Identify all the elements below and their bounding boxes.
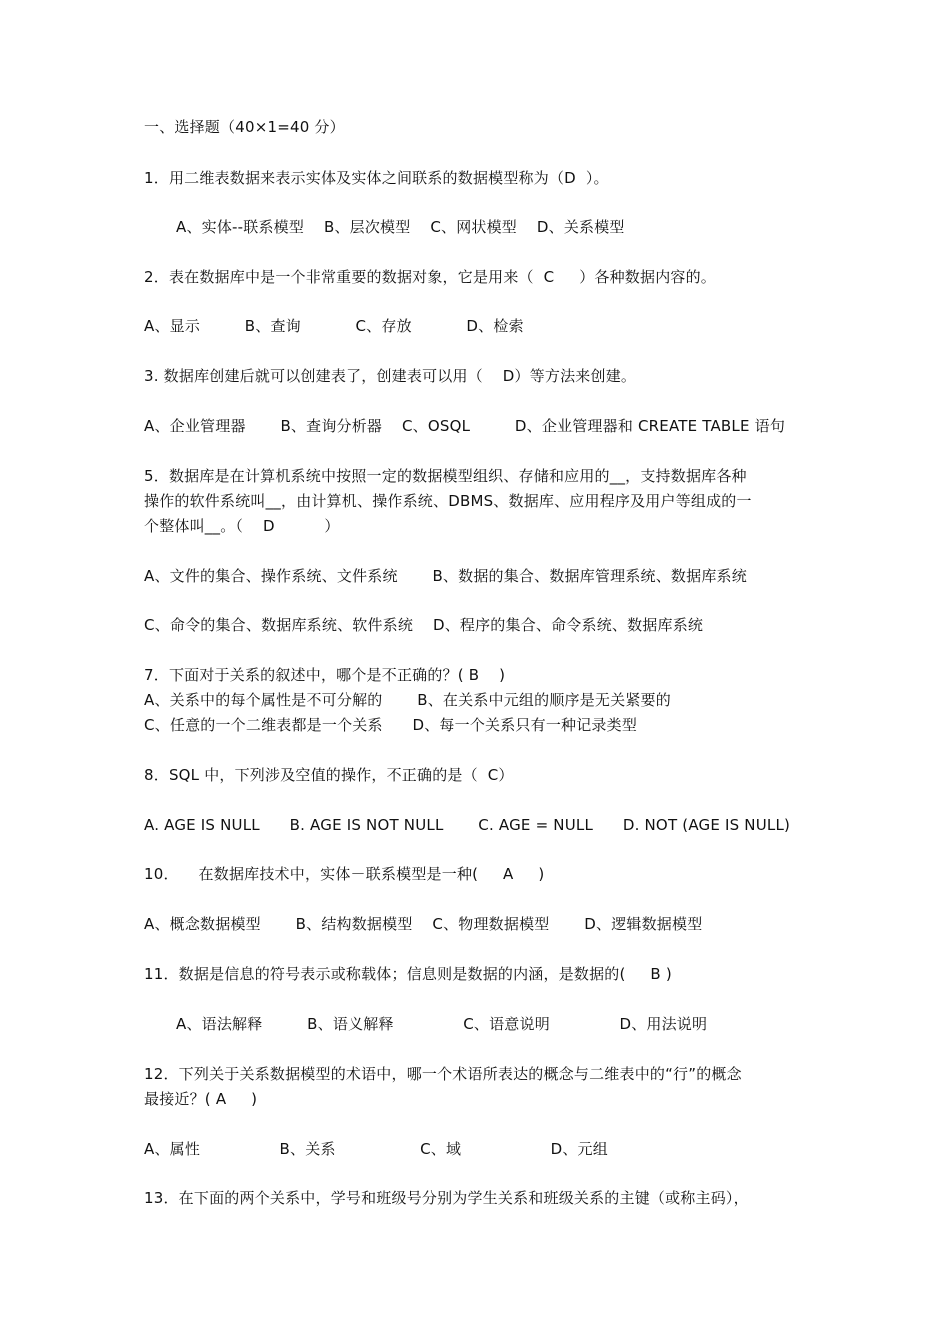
question-3: 3. 数据库创建后就可以创建表了，创建表可以用（ D）等方法来创建。 [144, 367, 637, 385]
section-title: 一、选择题（40×1=40 分） [144, 118, 345, 136]
question-8: 8．SQL 中，下列涉及空值的操作，不正确的是（ C） [144, 766, 514, 784]
question-1: 1．用二维表数据来表示实体及实体之间联系的数据模型称为（D ）。 [144, 169, 609, 187]
question-11: 11．数据是信息的符号表示或称载体；信息则是数据的内涵，是数据的( B ) [144, 965, 672, 983]
question-5-options-ab: A、文件的集合、操作系统、文件系统 B、数据的集合、数据库管理系统、数据库系统 [144, 567, 747, 585]
question-10-options: A、概念数据模型 B、结构数据模型 C、物理数据模型 D、逻辑数据模型 [144, 915, 703, 933]
question-8-options: A. AGE IS NULL B. AGE IS NOT NULL C. AGE = NULL D. NOT (AGE IS NULL) [144, 816, 791, 834]
question-12-options: A、属性 B、关系 C、域 D、元组 [144, 1140, 608, 1158]
question-7-options-cd: C、任意的一个二维表都是一个关系 D、每一个关系只有一种记录类型 [144, 716, 638, 734]
question-3-options: A、企业管理器 B、查询分析器 C、OSQL D、企业管理器和 CREATE TABLE 语句 [144, 417, 786, 435]
question-5-line-3: 个整体叫__。（ D ） [144, 517, 340, 535]
question-5-line-2: 操作的软件系统叫__，由计算机、操作系统、DBMS、数据库、应用程序及用户等组成的一 [144, 492, 752, 510]
question-2: 2．表在数据库中是一个非常重要的数据对象，它是用来（ C ）各种数据内容的。 [144, 268, 716, 286]
question-11-options: A、语法解释 B、语义解释 C、语意说明 D、用法说明 [176, 1015, 708, 1033]
question-10: 10． 在数据库技术中，实体－联系模型是一种( A ) [144, 865, 545, 883]
question-7-options-ab: A、关系中的每个属性是不可分解的 B、在关系中元组的顺序是无关紧要的 [144, 691, 671, 709]
question-12-line-1: 12．下列关于关系数据模型的术语中，哪一个术语所表达的概念与二维表中的“行”的概念 [144, 1065, 742, 1083]
question-7: 7．下面对于关系的叙述中，哪个是不正确的？( B ) [144, 666, 506, 684]
question-5-line-1: 5．数据库是在计算机系统中按照一定的数据模型组织、存储和应用的__，支持数据库各种 [144, 467, 747, 485]
question-13: 13．在下面的两个关系中，学号和班级号分别为学生关系和班级关系的主键（或称主码）， [144, 1189, 749, 1207]
question-1-options: A、实体--联系模型 B、层次模型 C、网状模型 D、关系模型 [176, 218, 625, 236]
question-12-line-2: 最接近？( A ) [144, 1090, 258, 1108]
question-5-options-cd: C、命令的集合、数据库系统、软件系统 D、程序的集合、命令系统、数据库系统 [144, 616, 704, 634]
question-2-options: A、显示 B、查询 C、存放 D、检索 [144, 317, 524, 335]
